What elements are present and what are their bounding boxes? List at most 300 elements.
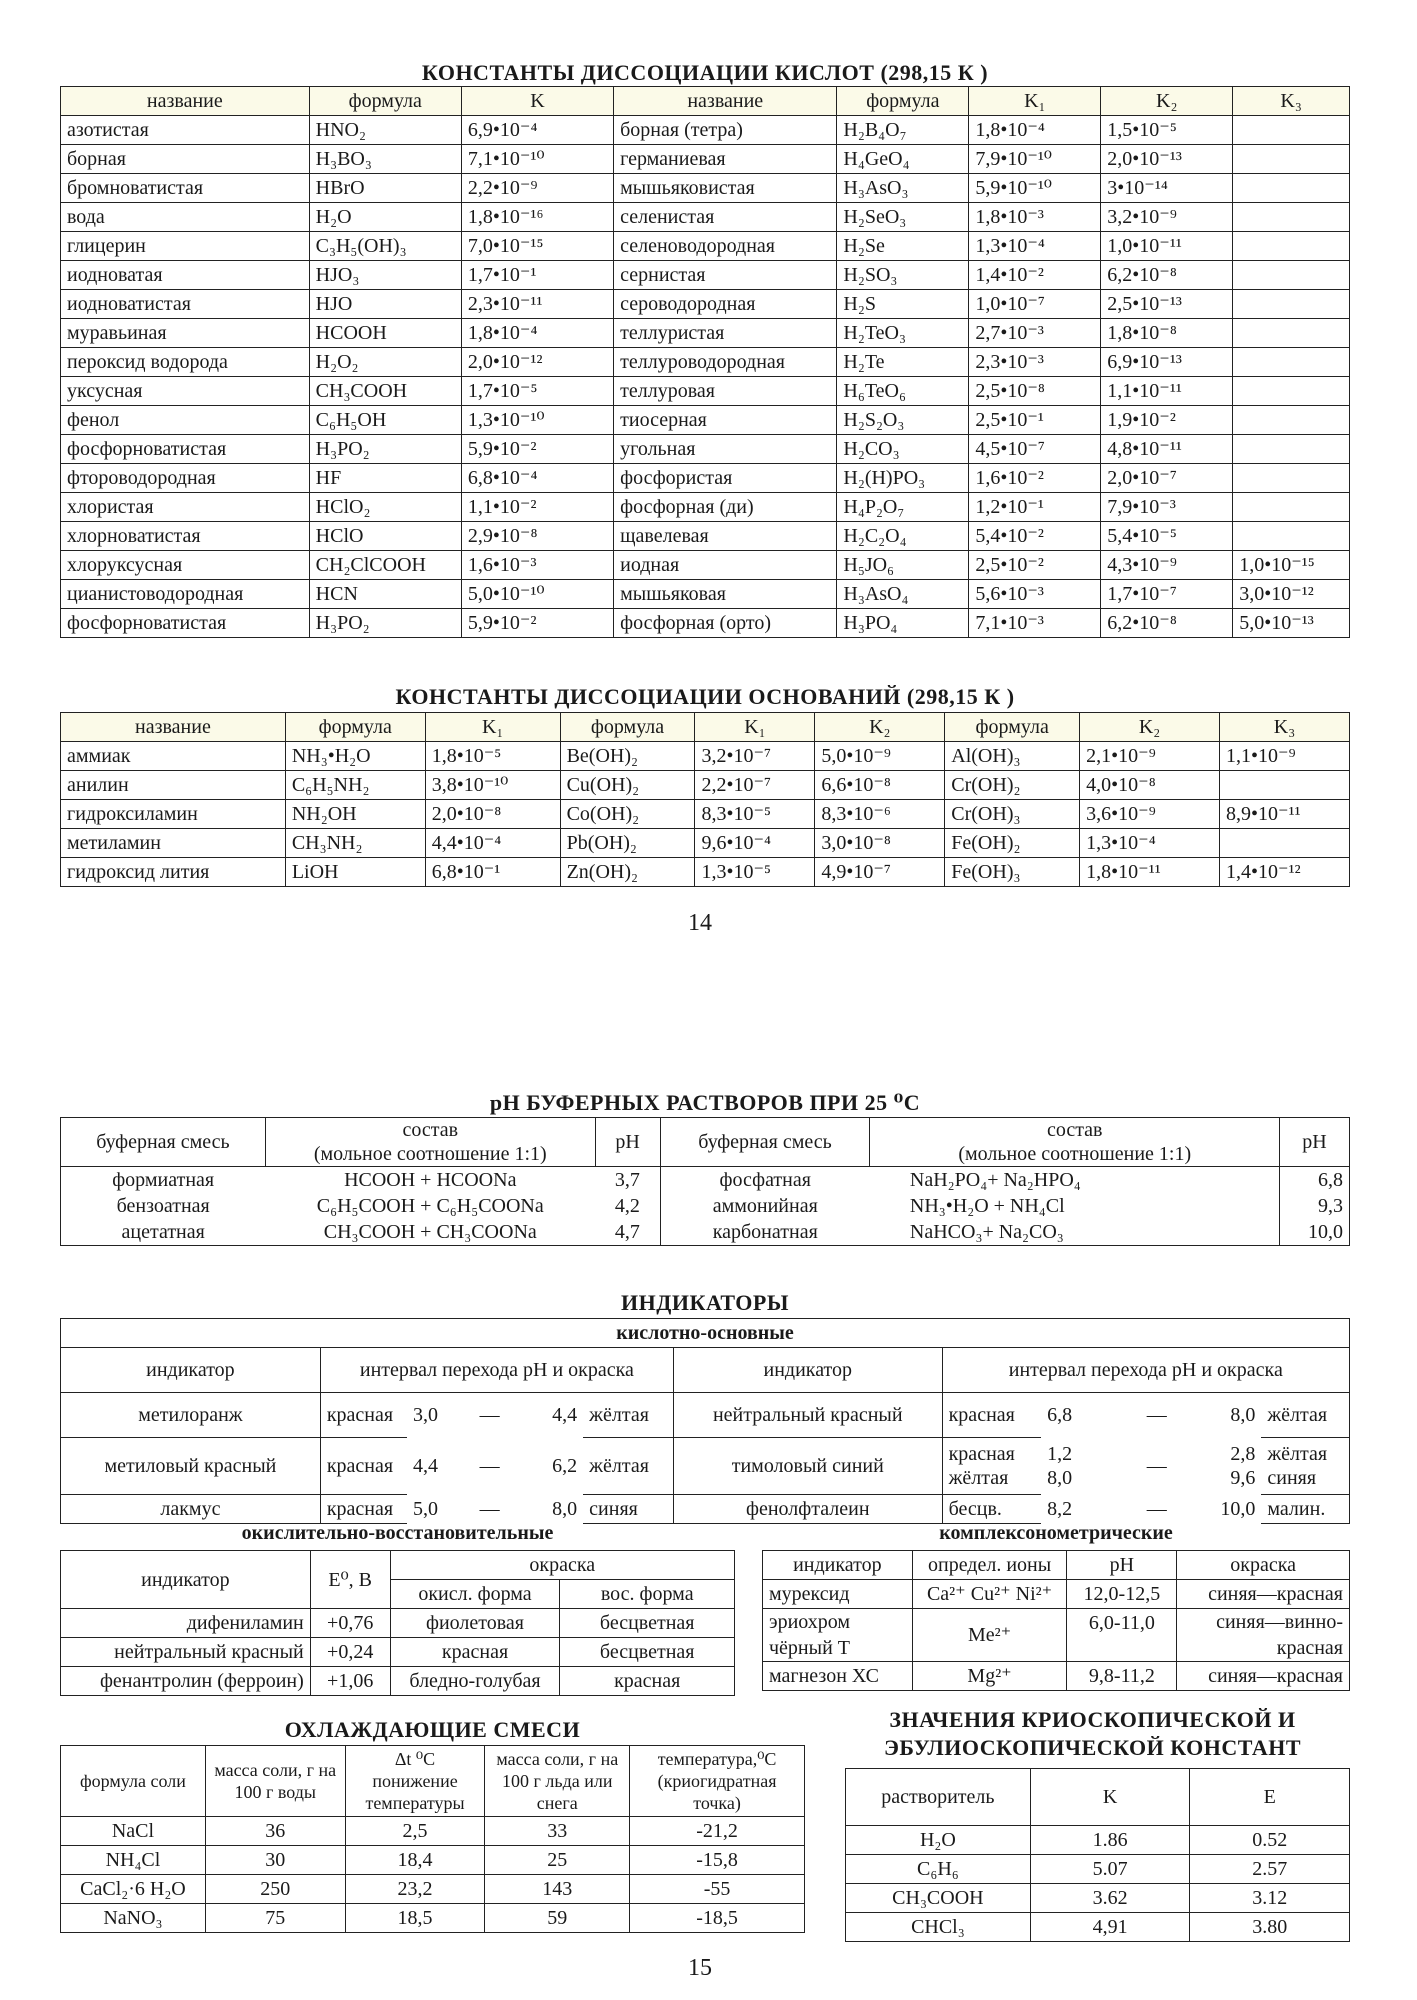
cryo-header: растворитель [846,1769,1031,1826]
buffer-cell: NaH₂PO₄+ Na₂HPO₄ [909,1169,1081,1191]
bases-cell: NH₂OH [285,800,425,829]
acids-cell: 1,7•10⁻⁷ [1101,580,1233,609]
redox-cell: +0,76 [310,1609,390,1638]
acids-cell: HCOOH [309,319,461,348]
cryo-cell: 3.62 [1030,1884,1190,1913]
buffer-cell: NaHCO₃+ Na₂CO₃ [870,1219,1280,1246]
acids-cell [1233,290,1350,319]
acids-cell: германиевая [614,145,837,174]
acids-cell: H₄P₂O₇ [837,493,969,522]
acids-cell: 5,9•10⁻¹⁰ [969,174,1101,203]
cooling-table [60,1745,805,1933]
acids-cell: H₃PO₂ [309,609,461,638]
page-number-15: 15 [688,1955,712,1981]
acids-cell: 1,8•10⁻⁴ [461,319,613,348]
cooling-cell: -18,5 [630,1904,805,1933]
bases-table [60,712,1350,887]
acids-cell [1233,203,1350,232]
acids-cell: теллуристая [614,319,837,348]
bases-cell: 8,3•10⁻⁶ [815,800,945,829]
acids-cell: HClO [309,522,461,551]
acids-cell: 1,8•10⁻⁸ [1101,319,1233,348]
acids-cell: мышьяковистая [614,174,837,203]
acids-cell: сероводородная [614,290,837,319]
cryo-cell: 5.07 [1030,1855,1190,1884]
acids-cell [1233,174,1350,203]
ab-ph-to: 8,0 [1230,1404,1256,1427]
complex-ph: 6,0-11,0 [1067,1609,1177,1662]
complex-head-ions: определ. ионы [912,1551,1067,1580]
bases-cell: Cr(OH)₃ [945,800,1080,829]
buffer-row [61,1193,1350,1219]
ab-color-to: малин. [1261,1495,1349,1524]
acids-cell: 5,0•10⁻¹³ [1233,609,1350,638]
acids-cell [1233,464,1350,493]
acids-cell: 1,6•10⁻² [969,464,1101,493]
acids-row [61,580,1350,609]
acids-cell: иодная [614,551,837,580]
buffers-head-comp-right: состав (мольное соотношение 1:1) [870,1118,1280,1167]
complex-ind: магнезон ХС [763,1662,913,1691]
acids-cell: азотистая [61,116,310,145]
acids-row [61,261,1350,290]
acids-cell: HNO₂ [309,116,461,145]
acids-cell: 5,4•10⁻² [969,522,1101,551]
acids-cell: 1,0•10⁻¹¹ [1101,232,1233,261]
bases-cell: 3,8•10⁻¹⁰ [425,771,560,800]
cryo-cell: CHCl₃ [846,1913,1031,1942]
acids-cell: 3,2•10⁻⁹ [1101,203,1233,232]
buffers-title: pH БУФЕРНЫХ РАСТВОРОВ ПРИ 25 ⁰С [489,1090,921,1115]
ab-ph-to: 2,8 9,6 [1230,1443,1256,1489]
ab-ph-from: 5,0 [413,1498,439,1520]
bases-cell: C₆H₅NH₂ [285,771,425,800]
ab-ph-from: 6,8 [1047,1404,1073,1427]
bases-row [61,800,1350,829]
acids-cell: CH₂ClCOOH [309,551,461,580]
acids-cell: угольная [614,435,837,464]
acids-cell: H₅JO₆ [837,551,969,580]
page-number-14: 14 [688,910,712,936]
bases-row [61,829,1350,858]
acids-row [61,116,1350,145]
acids-cell: глицерин [61,232,310,261]
cryo-cell: 0.52 [1190,1826,1350,1855]
acids-cell: пероксид водорода [61,348,310,377]
bases-cell: Zn(OH)₂ [560,858,695,887]
bases-row [61,858,1350,887]
bases-cell: Be(OH)₂ [560,742,695,771]
ab-dash: — [1146,1498,1167,1520]
acids-cell: 7,1•10⁻³ [969,609,1101,638]
acids-cell [1233,522,1350,551]
ab-ph-from: 3,0 [413,1404,439,1427]
acids-cell: 7,0•10⁻¹⁵ [461,232,613,261]
acids-cell: борная [61,145,310,174]
complex-ind: эриохром чёрный Т [763,1609,913,1662]
acids-cell: 2,9•10⁻⁸ [461,522,613,551]
buffer-row [61,1167,1350,1194]
redox-cell: фиолетовая [390,1609,560,1638]
complex-ions: Mg²⁺ [912,1662,1067,1691]
cryo-header: K [1030,1769,1190,1826]
ab-color-to: жёлтая [583,1393,673,1438]
bases-cell: 8,3•10⁻⁵ [695,800,815,829]
complex-color: синяя—красная [1177,1662,1350,1691]
acids-cell: хлористая [61,493,310,522]
acids-cell: 2,0•10⁻¹² [461,348,613,377]
buffer-cell: NH₃•H₂O + NH₄Cl [909,1195,1065,1217]
acids-cell: H₃AsO₄ [837,580,969,609]
acids-cell: H₂S₂O₃ [837,406,969,435]
bases-cell: 1,8•10⁻¹¹ [1080,858,1220,887]
acids-cell: 4,3•10⁻⁹ [1101,551,1233,580]
acids-cell: 1,5•10⁻⁵ [1101,116,1233,145]
bases-cell: 4,0•10⁻⁸ [1080,771,1220,800]
acids-cell: 1,6•10⁻³ [461,551,613,580]
ab-color-from: бесцв. [942,1495,1041,1524]
redox-head-color: окраска [390,1551,734,1580]
cooling-cell: 25 [485,1846,630,1875]
bases-cell [1220,771,1350,800]
bases-cell: 3,2•10⁻⁷ [695,742,815,771]
acids-cell [1233,377,1350,406]
acids-cell: мышьяковая [614,580,837,609]
acids-cell: H₂O [309,203,461,232]
acids-cell: 5,9•10⁻² [461,435,613,464]
bases-cell: 2,1•10⁻⁹ [1080,742,1220,771]
complex-ph: 12,0-12,5 [1067,1580,1177,1609]
complex-head-ind: индикатор [763,1551,913,1580]
complex-indicators-table [762,1550,1350,1691]
buffer-cell: 6,8 [1280,1167,1350,1194]
acids-row [61,435,1350,464]
cooling-header: Δt ⁰С понижение температуры [345,1746,485,1817]
cryo-header: E [1190,1769,1350,1826]
bases-cell: 1,8•10⁻⁵ [425,742,560,771]
acids-cell: 2,3•10⁻¹¹ [461,290,613,319]
ab-ph-from: 1,2 8,0 [1047,1443,1073,1489]
acids-cell: иодноватая [61,261,310,290]
bases-cell: 8,9•10⁻¹¹ [1220,800,1350,829]
cooling-row [61,1817,805,1846]
acids-row [61,290,1350,319]
bases-row [61,742,1350,771]
acids-cell: вода [61,203,310,232]
acids-cell: 2,5•10⁻¹ [969,406,1101,435]
acids-cell: HCN [309,580,461,609]
cryo-cell: 3.12 [1190,1884,1350,1913]
acids-cell: 1,8•10⁻⁴ [969,116,1101,145]
acids-cell: CH₃COOH [309,377,461,406]
acids-cell: щавелевая [614,522,837,551]
bases-title: КОНСТАНТЫ ДИССОЦИАЦИИ ОСНОВАНИЙ (298,15 К ) [395,684,1015,709]
ab-ind-name: тимоловый синий [673,1438,942,1495]
buffer-cell: C₆H₅COOH + C₆H₅COONa [316,1195,544,1217]
bases-header: K₂ [1080,713,1220,742]
ab-color-to: жёлтая [1261,1393,1349,1438]
ab-dash: — [479,1404,500,1427]
acids-row [61,406,1350,435]
acids-cell: H₆TeO₆ [837,377,969,406]
acids-cell: H₂SeO₃ [837,203,969,232]
acids-cell [1233,116,1350,145]
bases-header: название [61,713,286,742]
bases-cell: Pb(OH)₂ [560,829,695,858]
acids-cell: цианистоводородная [61,580,310,609]
ab-color-to: синяя [583,1495,673,1524]
buffers-head-ph-left: pH [595,1118,660,1167]
buffer-cell: HCOOH + HCOONa [344,1169,517,1191]
buffer-cell: формиатная [61,1167,266,1194]
acids-cell: теллуроводородная [614,348,837,377]
acids-cell: 2,2•10⁻⁹ [461,174,613,203]
acids-row [61,232,1350,261]
ab-ph-to: 4,4 [552,1404,578,1427]
ab-color-from: красная [942,1393,1041,1438]
acids-cell: 5,4•10⁻⁵ [1101,522,1233,551]
bases-header: формула [945,713,1080,742]
bases-cell: 1,3•10⁻⁴ [1080,829,1220,858]
acids-cell: H₂CO₃ [837,435,969,464]
ab-color-from: красная жёлтая [942,1438,1041,1495]
acids-cell: 1,3•10⁻⁴ [969,232,1101,261]
complex-head-ph: pH [1067,1551,1177,1580]
acids-cell: фтороводородная [61,464,310,493]
buffer-cell: CH₃COOH + CH₃COONa [265,1219,595,1246]
acids-cell: 5,0•10⁻¹⁰ [461,580,613,609]
acids-cell [1233,319,1350,348]
acids-cell: 6,9•10⁻⁴ [461,116,613,145]
buffer-cell: фосфатная [719,1169,811,1191]
acids-row [61,377,1350,406]
ab-dash: — [479,1498,500,1520]
bases-header: формула [560,713,695,742]
cryo-row [846,1884,1350,1913]
acids-header: K₁ [969,87,1101,116]
acids-cell: 1,0•10⁻¹⁵ [1233,551,1350,580]
bases-cell: анилин [61,771,286,800]
ab-color-from: красная [320,1393,407,1438]
bases-header: K₃ [1220,713,1350,742]
complex-ions: Ca²⁺ Cu²⁺ Ni²⁺ [912,1580,1067,1609]
acids-cell: 5,6•10⁻³ [969,580,1101,609]
redox-row [61,1609,735,1638]
ab-head-range-right: интервал перехода pH и окраска [942,1348,1349,1393]
acids-cell: 1,9•10⁻² [1101,406,1233,435]
cooling-cell: 30 [205,1846,345,1875]
buffer-cell: 4,2 [595,1193,660,1219]
ab-ph-to: 8,0 [552,1498,578,1520]
buffer-cell: 4,7 [595,1219,660,1246]
indicators-title: ИНДИКАТОРЫ [621,1290,789,1315]
acids-cell: 1,8•10⁻³ [969,203,1101,232]
cryo-cell: C₆H₆ [846,1855,1031,1884]
ab-color-to: жёлтая [583,1438,673,1495]
bases-row [61,771,1350,800]
acids-cell: 3,0•10⁻¹² [1233,580,1350,609]
acids-cell: HF [309,464,461,493]
acids-cell [1233,232,1350,261]
acids-row [61,145,1350,174]
cryo-cell: H₂O [846,1826,1031,1855]
redox-row [61,1638,735,1667]
bases-cell: гидроксид лития [61,858,286,887]
acids-cell: фосфорноватистая [61,435,310,464]
cryo-row [846,1826,1350,1855]
cooling-cell: 2,5 [345,1817,485,1846]
ab-color-from: красная [320,1438,407,1495]
acids-cell: 1,1•10⁻¹¹ [1101,377,1233,406]
redox-cell: красная [560,1667,735,1696]
acids-cell: 7,9•10⁻¹⁰ [969,145,1101,174]
bases-cell [1220,829,1350,858]
cryo-title-2: ЭБУЛИОСКОПИЧЕСКОЙ КОНСТАНТ [883,1735,1302,1760]
cooling-title: ОХЛАЖДАЮЩИЕ СМЕСИ [284,1717,581,1742]
ab-ph-from: 4,4 [413,1455,439,1477]
acids-cell: H₂C₂O₄ [837,522,969,551]
bases-cell: 3,6•10⁻⁹ [1080,800,1220,829]
bases-cell: 4,4•10⁻⁴ [425,829,560,858]
acids-header: формула [309,87,461,116]
acids-cell: 2,0•10⁻⁷ [1101,464,1233,493]
acid-base-indicators-table [60,1318,1350,1524]
bases-cell: 5,0•10⁻⁹ [815,742,945,771]
cooling-cell: 75 [205,1904,345,1933]
acids-cell: H₂O₂ [309,348,461,377]
cooling-header: температура,⁰С (криогидратная точка) [630,1746,805,1817]
acids-row [61,203,1350,232]
redox-cell: +0,24 [310,1638,390,1667]
buffer-cell: аммонийная [712,1195,818,1217]
acids-cell: HClO₂ [309,493,461,522]
acids-row [61,319,1350,348]
cooling-cell: -15,8 [630,1846,805,1875]
cryo-cell: 4,91 [1030,1913,1190,1942]
acids-cell: 2,0•10⁻¹³ [1101,145,1233,174]
acids-cell: хлоруксусная [61,551,310,580]
bases-cell: аммиак [61,742,286,771]
buffers-head-comp-left: состав (мольное соотношение 1:1) [265,1118,595,1167]
buffer-cell: 3,7 [595,1167,660,1194]
acids-cell: H₂TeO₃ [837,319,969,348]
acids-cell: 6,9•10⁻¹³ [1101,348,1233,377]
acids-header: название [614,87,837,116]
buffers-table [60,1117,1350,1246]
acids-cell: сернистая [614,261,837,290]
acids-row [61,551,1350,580]
acids-cell: H₂S [837,290,969,319]
cooling-cell: 23,2 [345,1875,485,1904]
acids-cell: 1,7•10⁻⁵ [461,377,613,406]
acids-cell: уксусная [61,377,310,406]
complex-ind: мурексид [763,1580,913,1609]
cryo-cell: CH₃COOH [846,1884,1031,1913]
ab-head-ind-right: индикатор [673,1348,942,1393]
ab-ph-to: 10,0 [1220,1498,1256,1520]
bases-cell: 4,9•10⁻⁷ [815,858,945,887]
redox-indicators-table [60,1550,735,1696]
acids-cell: H₃PO₄ [837,609,969,638]
cooling-cell: 59 [485,1904,630,1933]
cryo-cell: 3.80 [1190,1913,1350,1942]
acids-cell: H₃AsO₃ [837,174,969,203]
acids-cell: C₃H₅(OH)₃ [309,232,461,261]
ab-color-to: жёлтая синяя [1261,1438,1349,1495]
bases-cell: LiOH [285,858,425,887]
acids-cell: 1,8•10⁻¹⁶ [461,203,613,232]
cooling-cell: 33 [485,1817,630,1846]
bases-cell: 9,6•10⁻⁴ [695,829,815,858]
acids-header: K [461,87,613,116]
cooling-row [61,1904,805,1933]
acids-cell: фосфорная (орто) [614,609,837,638]
acid-base-heading: кислотно-основные [61,1319,1350,1348]
acids-cell [1233,406,1350,435]
ab-ph-from: 8,2 [1047,1498,1073,1520]
acids-cell: 4,8•10⁻¹¹ [1101,435,1233,464]
cryo-cell: 1.86 [1030,1826,1190,1855]
acids-cell: H₂SO₃ [837,261,969,290]
bases-cell: 3,0•10⁻⁸ [815,829,945,858]
ab-dash: — [1146,1455,1167,1477]
acids-row [61,348,1350,377]
complex-color: синяя—винно- красная [1177,1609,1350,1662]
acids-cell: теллуровая [614,377,837,406]
acids-title: КОНСТАНТЫ ДИССОЦИАЦИИ КИСЛОТ (298,15 К ) [421,60,989,85]
acids-cell: H₃BO₃ [309,145,461,174]
acids-cell: селенистая [614,203,837,232]
acids-cell: C₆H₅OH [309,406,461,435]
cooling-cell: CaCl₂·6 H₂O [61,1875,206,1904]
acids-cell: 3•10⁻¹⁴ [1101,174,1233,203]
acids-cell [1233,261,1350,290]
acids-cell: 6,2•10⁻⁸ [1101,609,1233,638]
cooling-cell: -21,2 [630,1817,805,1846]
bases-cell: 1,3•10⁻⁵ [695,858,815,887]
acids-cell: H₄GeO₄ [837,145,969,174]
ab-ph-to: 6,2 [552,1455,578,1477]
bases-cell: метиламин [61,829,286,858]
acids-cell: тиосерная [614,406,837,435]
redox-cell: бесцветная [560,1609,735,1638]
cooling-row [61,1875,805,1904]
acids-cell: 2,5•10⁻⁸ [969,377,1101,406]
cryo-title-1: ЗНАЧЕНИЯ КРИОСКОПИЧЕСКОЙ И [889,1707,1296,1732]
redox-head-ox: окисл. форма [390,1580,560,1609]
acids-row [61,493,1350,522]
acids-cell: бромноватистая [61,174,310,203]
redox-cell: дифениламин [61,1609,311,1638]
bases-cell: NH₃•H₂O [285,742,425,771]
acids-cell: 6,2•10⁻⁸ [1101,261,1233,290]
acids-cell: 1,1•10⁻² [461,493,613,522]
acids-header: название [61,87,310,116]
bases-cell: Cu(OH)₂ [560,771,695,800]
acids-cell: H₃PO₂ [309,435,461,464]
cooling-cell: NaCl [61,1817,206,1846]
buffers-head-mix-right: буферная смесь [660,1118,870,1167]
acids-cell: HJO [309,290,461,319]
acids-cell: фосфористая [614,464,837,493]
buffer-cell: ацетатная [61,1219,266,1246]
acids-cell: селеноводородная [614,232,837,261]
acids-cell [1233,348,1350,377]
ab-head-ind-left: индикатор [61,1348,321,1393]
acids-cell: 2,5•10⁻¹³ [1101,290,1233,319]
acids-cell: 1,3•10⁻¹⁰ [461,406,613,435]
redox-head-e: E⁰, В [310,1551,390,1609]
